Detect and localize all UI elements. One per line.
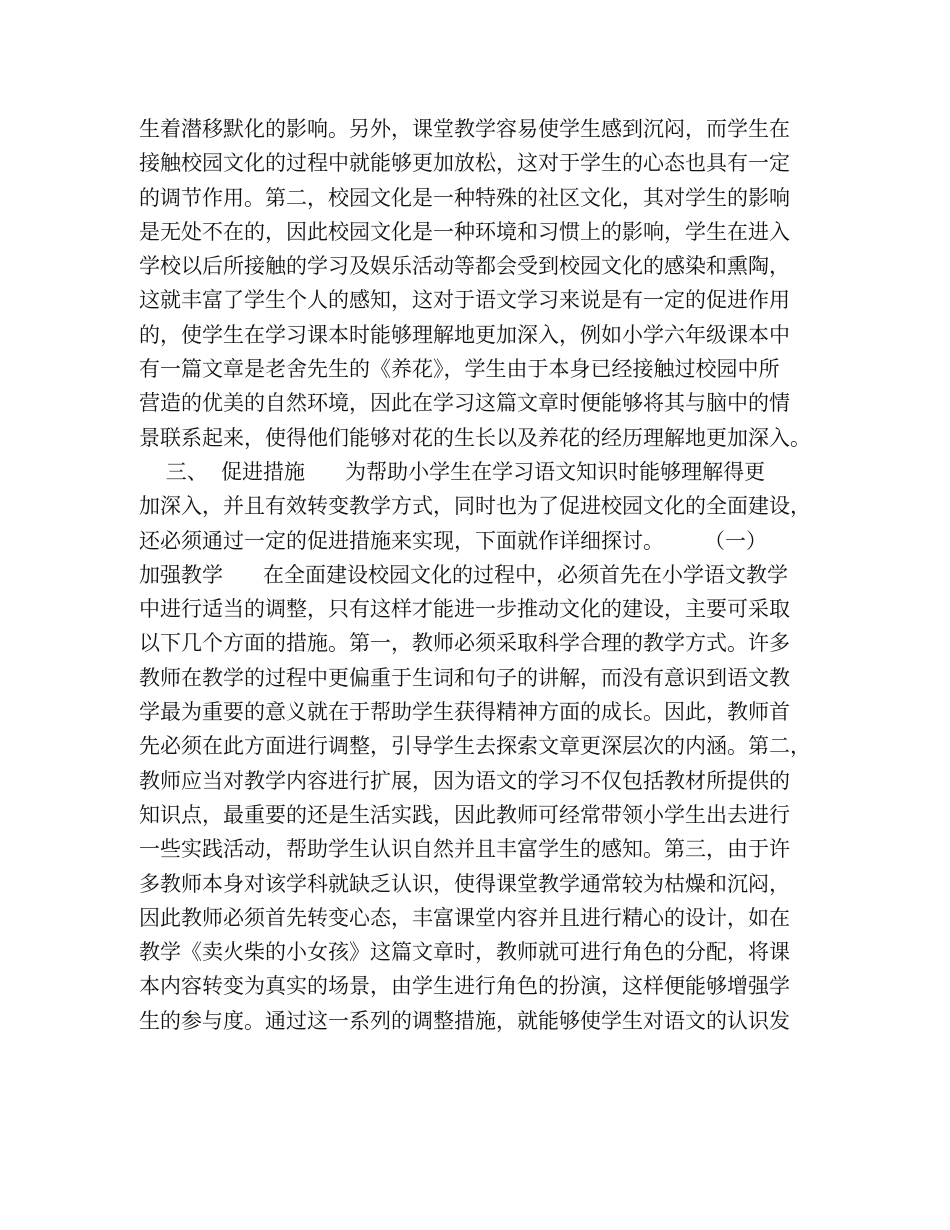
text-line: 学最为重要的意义就在于帮助学生获得精神方面的成长。因此，教师首 (139, 700, 790, 725)
body-text (139, 112, 839, 1038)
text-line: 知识点，最重要的还是生活实践，因此教师可经常带领小学生出去进行 (139, 802, 790, 827)
text-line: 多教师本身对该学科就缺乏认识，使得课堂教学通常较为枯燥和沉闷， (139, 871, 790, 896)
text-line: 的调节作用。第二，校园文化是一种特殊的社区文化，其对学生的影响 (139, 185, 790, 210)
text-line: 以下几个方面的措施。第一，教师必须采取科学合理的教学方式。许多 (139, 631, 790, 656)
text-line: 营造的优美的自然环境，因此在学习这篇文章时便能够将其与脑中的情 (139, 391, 790, 416)
text-line: 生的参与度。通过这一系列的调整措施，就能够使学生对语文的认识发 (139, 1008, 790, 1033)
text-line: 景联系起来，使得他们能够对花的生长以及养花的经历理解地更加深入。 (139, 425, 811, 450)
text-line: 因此教师必须首先转变心态，丰富课堂内容并且进行精心的设计，如在 (139, 905, 790, 930)
text-line: 加深入，并且有效转变教学方式，同时也为了促进校园文化的全面建设， (139, 494, 811, 519)
text-line: 先必须在此方面进行调整，引导学生去探索文章更深层次的内涵。第二， (139, 734, 811, 759)
text-line: 本内容转变为真实的场景，由学生进行角色的扮演，这样便能够增强学 (139, 974, 790, 999)
text-line: 有一篇文章是老舍先生的《养花》，学生由于本身已经接触过校园中所 (139, 357, 780, 382)
section-heading-line: 三、 促进措施 为帮助小学生在学习语文知识时能够理解得更 (139, 459, 766, 484)
text-line: 教师应当对教学内容进行扩展，因为语文的学习不仅包括教材所提供的 (139, 768, 790, 793)
text-line: 教学《卖火柴的小女孩》这篇文章时，教师就可进行角色的分配，将课 (139, 940, 790, 965)
text-line: 教师在教学的过程中更偏重于生词和句子的讲解，而没有意识到语文教 (139, 665, 790, 690)
text-line: 接触校园文化的过程中就能够更加放松，这对于学生的心态也具有一定 (139, 151, 790, 176)
text-line: 一些实践活动，帮助学生认识自然并且丰富学生的感知。第三，由于许 (139, 837, 790, 862)
text-line: 还必须通过一定的促进措施来实现，下面就作详细探讨。 （一） (139, 528, 768, 553)
text-line: 的，使学生在学习课本时能够理解地更加深入，例如小学六年级课本中 (139, 322, 790, 347)
text-line: 生着潜移默化的影响。另外，课堂教学容易使学生感到沉闷，而学生在 (139, 117, 790, 141)
text-line: 学校以后所接触的学习及娱乐活动等都会受到校园文化的感染和熏陶， (139, 254, 790, 279)
text-line: 是无处不在的，因此校园文化是一种环境和习惯上的影响，学生在进入 (139, 219, 790, 244)
text-line: 中进行适当的调整，只有这样才能进一步推动文化的建设，主要可采取 (139, 597, 790, 622)
subsection-heading-line: 加强教学 在全面建设校园文化的过程中，必须首先在小学语文教学 (139, 562, 789, 587)
text-line: 这就丰富了学生个人的感知，这对于语文学习来说是有一定的促进作用 (139, 288, 790, 313)
